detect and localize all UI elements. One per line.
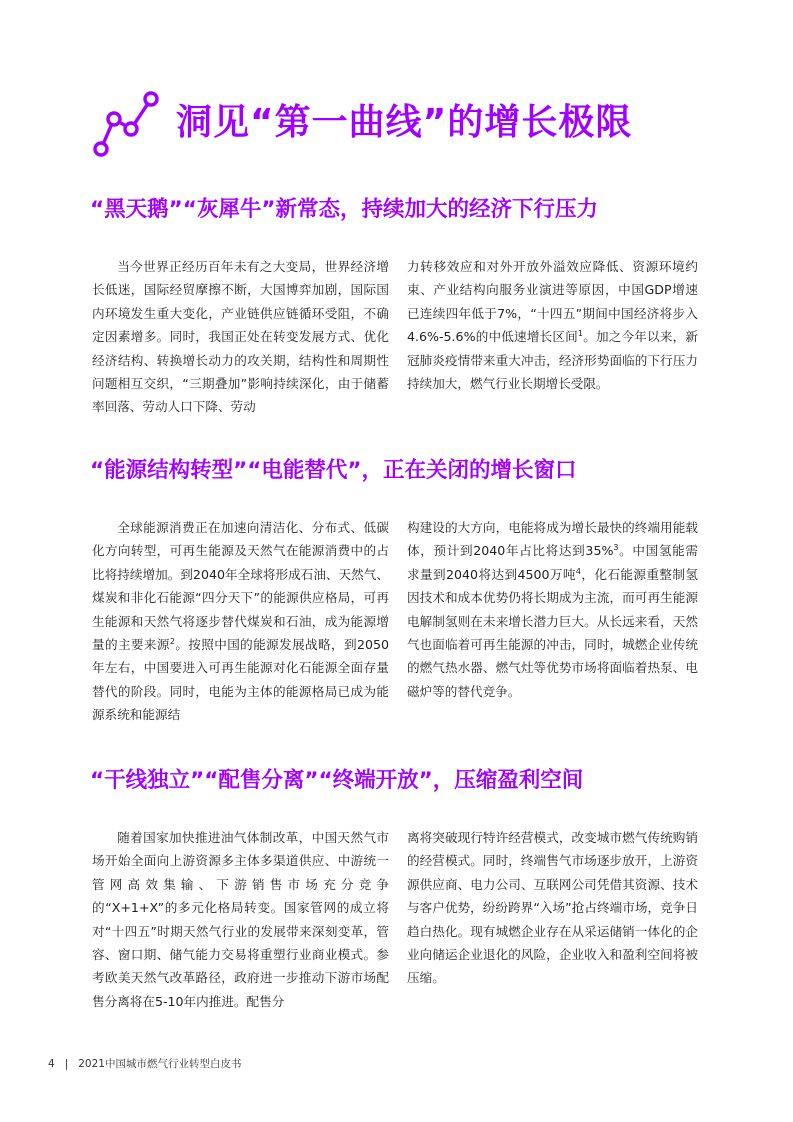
section-economy-left-text: 当今世界正经历百年未有之大变局，世界经济增长低迷，国际经贸摩擦不断，大国博弈加剧，国际国内环境发生重大变化，产业链供应链循环受阻，不确定因素增多。同时，我国正处在转变发展方式、优化经济结构、转换增长动力的攻关期，结构性和周期性问题相互交织，“三期叠加”影响持续深化，由于储蓄率回落、劳动人口下降、劳动 xyxy=(92,259,389,415)
section-heading-market: “干线独立”“配售分离”“终端开放”，压缩盈利空间 xyxy=(90,768,584,793)
section-economy-right-text: 力转移效应和对外开放外溢效应降低、资源环境约束、产业结构向服务业演进等原因，中国GDP增速已连续四年低于7%，“十四五”期间中国经济将步入4.6%-5.6%的中低速增长区间$^1$。加之今年以来，新冠肺炎疫情带来重大冲击，经济形势面临的下行压力持续加大，燃气行业长期增长受限。 xyxy=(407,259,698,392)
footer-separator: | xyxy=(64,1058,69,1070)
section-market-right-text: 离将突破现行特许经营模式，改变城市燃气传统购销的经营模式。同时，终端售气市场逐步放开，上游资源供应商、电力公司、互联网公司凭借其资源、技术与客户优势，纷纷跨界“入场”抢占终端市场，竞争日趋白热化。现有城燃企业存在从采运储销一体化的企业向储运企业退化的风险，企业收入和盈利空间将被压缩。 xyxy=(407,830,698,986)
connected-nodes-icon xyxy=(92,89,168,157)
section-heading-economy: “黑天鹅”“灰犀牛”新常态，持续加大的经济下行压力 xyxy=(90,197,599,222)
section-energy-left-text: 全球能源消费正在加速向清洁化、分布式、低碳化方向转型，可再生能源及天然气在能源消费中的占比将持续增加。到2040年全球将形成石油、天然气、煤炭和非化石能源“四分天下”的能源供应格局，可再生能源和天然气将逐步替代煤炭和石油，成为能源增量的主要来源$^2$。按照中国的能源发展战略，到2050年左右，中国要进入可再生能源对化石能源全面存量替代的阶段。同时，电能为主体的能源格局已成为能源系统和能源结 xyxy=(92,520,389,723)
page-title: 洞见“第一曲线”的增长极限 xyxy=(176,102,633,143)
section-energy-right-text: 构建设的大方向，电能将成为增长最快的终端用能载体，预计到2040年占比将达到35%$^3$。中国氢能需求量到2040将达到4500万吨$^4$，化石能源重整制氢因技术和成本优势仍将长期成为主流，而可再生能源电解制氢则在未来增长潜力巨大。从长远来看，天然气也面临着可再生能源的冲击，同时，城燃企业传统的燃气热水器、燃气灶等优势市场将面临着热泵、电磁炉等的替代竞争。 xyxy=(407,520,699,699)
footnote-ref: 2 xyxy=(169,636,175,646)
footnote-ref: 1 xyxy=(577,329,584,339)
section-heading-energy: “能源结构转型”“电能替代”，正在关闭的增长窗口 xyxy=(90,458,577,483)
footnote-ref: 4 xyxy=(575,566,581,576)
section-market-left-text: 随着国家加快推进油气体制改革，中国天然气市场开始全面向上游资源多主体多渠道供应、中游统一管网高效集输、下游销售市场充分竞争的“X+1+X”的多元化格局转变。国家管网的成立将对“十四五”时期天然气行业的发展带来深刻变革，管容、窗口期、储气能力交易将重塑行业商业模式。参考欧美天然气改革路径，政府进一步推动下游市场配售分离将在5-10年内推进。配售分 xyxy=(92,830,389,1009)
footnote-ref: 3 xyxy=(613,543,619,553)
page-number: 4 xyxy=(48,1058,55,1070)
footer-doc-title: 2021中国城市燃气行业转型白皮书 xyxy=(78,1058,242,1070)
page-footer xyxy=(48,1056,241,1071)
